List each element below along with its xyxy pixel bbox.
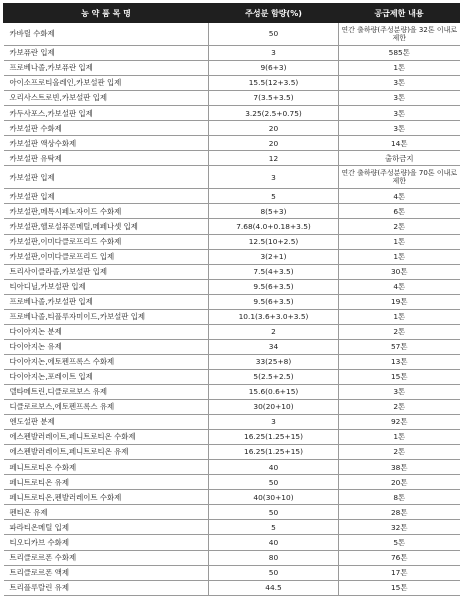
table-row	[4, 234, 460, 249]
active-ingredient-content-cell: 7.68(4.0+0.18+3.5)	[209, 219, 339, 234]
pesticide-name-cell: 프로베나졸,티플루자미이드,카보설판 입제	[4, 309, 209, 324]
active-ingredient-content-cell: 3	[209, 46, 339, 61]
pesticide-name-cell: 카보설판,메톡시페노자이드 수화제	[4, 204, 209, 219]
active-ingredient-content-cell: 33(25+8)	[209, 354, 339, 369]
pesticide-name-cell: 카보설판 액상수화제	[4, 136, 209, 151]
active-ingredient-content-cell: 7.5(4+3.5)	[209, 264, 339, 279]
active-ingredient-content-cell: 40(30+10)	[209, 490, 339, 505]
active-ingredient-content-cell: 50	[209, 565, 339, 580]
pesticide-name-cell: 다이아지논,에토펜프록스 수화제	[4, 354, 209, 369]
supply-limit-cell: 19톤	[339, 294, 460, 309]
active-ingredient-content-cell: 7(3.5+3.5)	[209, 91, 339, 106]
supply-limit-cell: 585톤	[339, 46, 460, 61]
supply-limit-cell: 17톤	[339, 565, 460, 580]
supply-limit-cell: 2톤	[339, 400, 460, 415]
supply-limit-cell: 3톤	[339, 121, 460, 136]
active-ingredient-content-cell: 50	[209, 475, 339, 490]
active-ingredient-content-cell: 5	[209, 189, 339, 204]
table-row	[4, 565, 460, 580]
supply-limit-cell: 28톤	[339, 505, 460, 520]
table-row	[4, 505, 460, 520]
pesticide-name-cell: 티아디닐,카보설판 입제	[4, 279, 209, 294]
table-header	[4, 4, 460, 23]
active-ingredient-content-cell: 5	[209, 520, 339, 535]
active-ingredient-content-cell: 16.25(1.25+15)	[209, 445, 339, 460]
table-row	[4, 415, 460, 430]
supply-limit-cell: 15톤	[339, 369, 460, 384]
table-row	[4, 369, 460, 384]
table-row	[4, 264, 460, 279]
supply-limit-cell: 출하금지	[339, 151, 460, 166]
pesticide-restriction-table	[3, 3, 460, 596]
table-row	[4, 580, 460, 595]
table-row	[4, 354, 460, 369]
table-row	[4, 400, 460, 415]
table-row	[4, 475, 460, 490]
supply-limit-cell: 20톤	[339, 475, 460, 490]
supply-limit-cell: 3톤	[339, 91, 460, 106]
pesticide-name-cell: 페니트로티온 수화제	[4, 460, 209, 475]
header-active-ingredient-content: 주성분 함량(%)	[209, 4, 339, 23]
table-row	[4, 166, 460, 189]
header-supply-limit: 공급제한 내용	[339, 4, 460, 23]
active-ingredient-content-cell: 30(20+10)	[209, 400, 339, 415]
supply-limit-cell: 8톤	[339, 490, 460, 505]
supply-limit-cell: 3톤	[339, 106, 460, 121]
supply-limit-cell: 3톤	[339, 384, 460, 399]
pesticide-name-cell: 다이아지논,포레이트 입제	[4, 369, 209, 384]
active-ingredient-content-cell: 80	[209, 550, 339, 565]
supply-limit-cell: 4톤	[339, 189, 460, 204]
table-row	[4, 460, 460, 475]
active-ingredient-content-cell: 40	[209, 535, 339, 550]
supply-limit-cell: 1톤	[339, 249, 460, 264]
supply-limit-cell: 38톤	[339, 460, 460, 475]
table-row	[4, 309, 460, 324]
table-row	[4, 189, 460, 204]
table-row	[4, 121, 460, 136]
active-ingredient-content-cell: 12.5(10+2.5)	[209, 234, 339, 249]
pesticide-name-cell: 에스펜발러레이트,페니트로티온 유제	[4, 445, 209, 460]
pesticide-name-cell: 카보설판,이미다클로프리드 수화제	[4, 234, 209, 249]
table-row	[4, 490, 460, 505]
pesticide-name-cell: 트리클로르폰 수화제	[4, 550, 209, 565]
active-ingredient-content-cell: 15.5(12+3.5)	[209, 76, 339, 91]
pesticide-name-cell: 페니트로티온,펜발러레이트 수화제	[4, 490, 209, 505]
pesticide-name-cell: 에스펜발러레이트,페니트로티온 수화제	[4, 430, 209, 445]
pesticide-name-cell: 카보설판 수화제	[4, 121, 209, 136]
supply-limit-cell: 14톤	[339, 136, 460, 151]
table-row	[4, 294, 460, 309]
active-ingredient-content-cell: 15.6(0.6+15)	[209, 384, 339, 399]
table-row	[4, 151, 460, 166]
pesticide-name-cell: 다이아지논 유제	[4, 339, 209, 354]
pesticide-name-cell: 디클로르보스,에토펜프록스 유제	[4, 400, 209, 415]
supply-limit-cell: 1톤	[339, 234, 460, 249]
supply-limit-cell: 6톤	[339, 204, 460, 219]
pesticide-name-cell: 다이아지논 분제	[4, 324, 209, 339]
table-row	[4, 550, 460, 565]
table-row	[4, 535, 460, 550]
table-row	[4, 136, 460, 151]
header-row	[4, 4, 460, 23]
active-ingredient-content-cell: 9(6+3)	[209, 61, 339, 76]
supply-limit-cell: 15톤	[339, 580, 460, 595]
active-ingredient-content-cell: 3	[209, 415, 339, 430]
table-body	[4, 23, 460, 596]
supply-limit-cell: 1톤	[339, 61, 460, 76]
active-ingredient-content-cell: 20	[209, 136, 339, 151]
pesticide-name-cell: 카보설판,헬로설퓨론메틸,메페나셋 입제	[4, 219, 209, 234]
header-pesticide-name: 농 약 품 목 명	[4, 4, 209, 23]
pesticide-name-cell: 파라티온메틸 입제	[4, 520, 209, 535]
table-row	[4, 219, 460, 234]
pesticide-name-cell: 엔도설판 분제	[4, 415, 209, 430]
pesticide-name-cell: 카보설판,이미다클로프리드 입제	[4, 249, 209, 264]
pesticide-name-cell: 델타메트린,디클로르보스 유제	[4, 384, 209, 399]
active-ingredient-content-cell: 50	[209, 505, 339, 520]
active-ingredient-content-cell: 5(2.5+2.5)	[209, 369, 339, 384]
supply-limit-cell: 1톤	[339, 309, 460, 324]
active-ingredient-content-cell: 34	[209, 339, 339, 354]
supply-limit-cell: 2톤	[339, 219, 460, 234]
pesticide-name-cell: 아이소프로티올레인,카보설판 입제	[4, 76, 209, 91]
active-ingredient-content-cell: 12	[209, 151, 339, 166]
active-ingredient-content-cell: 40	[209, 460, 339, 475]
table-row	[4, 106, 460, 121]
supply-limit-cell: 76톤	[339, 550, 460, 565]
pesticide-name-cell: 카보설판 입제	[4, 189, 209, 204]
pesticide-name-cell: 카두사포스,카보설판 입제	[4, 106, 209, 121]
pesticide-name-cell: 페니트로티온 유제	[4, 475, 209, 490]
table-row	[4, 520, 460, 535]
pesticide-name-cell: 프로베나졸,카보퓨란 입제	[4, 61, 209, 76]
active-ingredient-content-cell: 44.5	[209, 580, 339, 595]
pesticide-name-cell: 트리플루랄린 유제	[4, 580, 209, 595]
table-row	[4, 76, 460, 91]
supply-limit-cell: 연간 출하량(주성분량)을 70톤 이내로 제한	[339, 166, 460, 189]
pesticide-name-cell: 오리사스트로빈,카보설판 입제	[4, 91, 209, 106]
pesticide-name-cell: 카보설판 입제	[4, 166, 209, 189]
supply-limit-cell: 13톤	[339, 354, 460, 369]
active-ingredient-content-cell: 3	[209, 166, 339, 189]
supply-limit-cell: 92톤	[339, 415, 460, 430]
table-row	[4, 324, 460, 339]
active-ingredient-content-cell: 9.5(6+3.5)	[209, 294, 339, 309]
active-ingredient-content-cell: 16.25(1.25+15)	[209, 430, 339, 445]
pesticide-name-cell: 카바릴 수화제	[4, 23, 209, 46]
table-row	[4, 430, 460, 445]
active-ingredient-content-cell: 9.5(6+3.5)	[209, 279, 339, 294]
active-ingredient-content-cell: 10.1(3.6+3.0+3.5)	[209, 309, 339, 324]
table-row	[4, 46, 460, 61]
table-row	[4, 445, 460, 460]
pesticide-name-cell: 펜티온 유제	[4, 505, 209, 520]
table-row	[4, 91, 460, 106]
supply-limit-cell: 32톤	[339, 520, 460, 535]
pesticide-name-cell: 프로베나졸,카보설판 입제	[4, 294, 209, 309]
supply-restriction-table-container	[3, 3, 459, 596]
supply-limit-cell: 5톤	[339, 535, 460, 550]
active-ingredient-content-cell: 8(5+3)	[209, 204, 339, 219]
table-row	[4, 23, 460, 46]
supply-limit-cell: 2톤	[339, 324, 460, 339]
pesticide-name-cell: 카보설판 유탁제	[4, 151, 209, 166]
table-row	[4, 204, 460, 219]
supply-limit-cell: 30톤	[339, 264, 460, 279]
table-row	[4, 279, 460, 294]
pesticide-name-cell: 트리사이클라졸,카보설판 입제	[4, 264, 209, 279]
supply-limit-cell: 1톤	[339, 430, 460, 445]
active-ingredient-content-cell: 50	[209, 23, 339, 46]
active-ingredient-content-cell: 20	[209, 121, 339, 136]
pesticide-name-cell: 카보퓨란 입제	[4, 46, 209, 61]
active-ingredient-content-cell: 3.25(2.5+0.75)	[209, 106, 339, 121]
table-row	[4, 384, 460, 399]
supply-limit-cell: 연간 출하량(주성분량)을 32톤 이내로 제한	[339, 23, 460, 46]
table-row	[4, 339, 460, 354]
supply-limit-cell: 2톤	[339, 445, 460, 460]
active-ingredient-content-cell: 2	[209, 324, 339, 339]
pesticide-name-cell: 트리클로르폰 액제	[4, 565, 209, 580]
table-row	[4, 61, 460, 76]
active-ingredient-content-cell: 3(2+1)	[209, 249, 339, 264]
supply-limit-cell: 4톤	[339, 279, 460, 294]
table-row	[4, 249, 460, 264]
supply-limit-cell: 57톤	[339, 339, 460, 354]
supply-limit-cell: 3톤	[339, 76, 460, 91]
pesticide-name-cell: 티오디카브 수화제	[4, 535, 209, 550]
